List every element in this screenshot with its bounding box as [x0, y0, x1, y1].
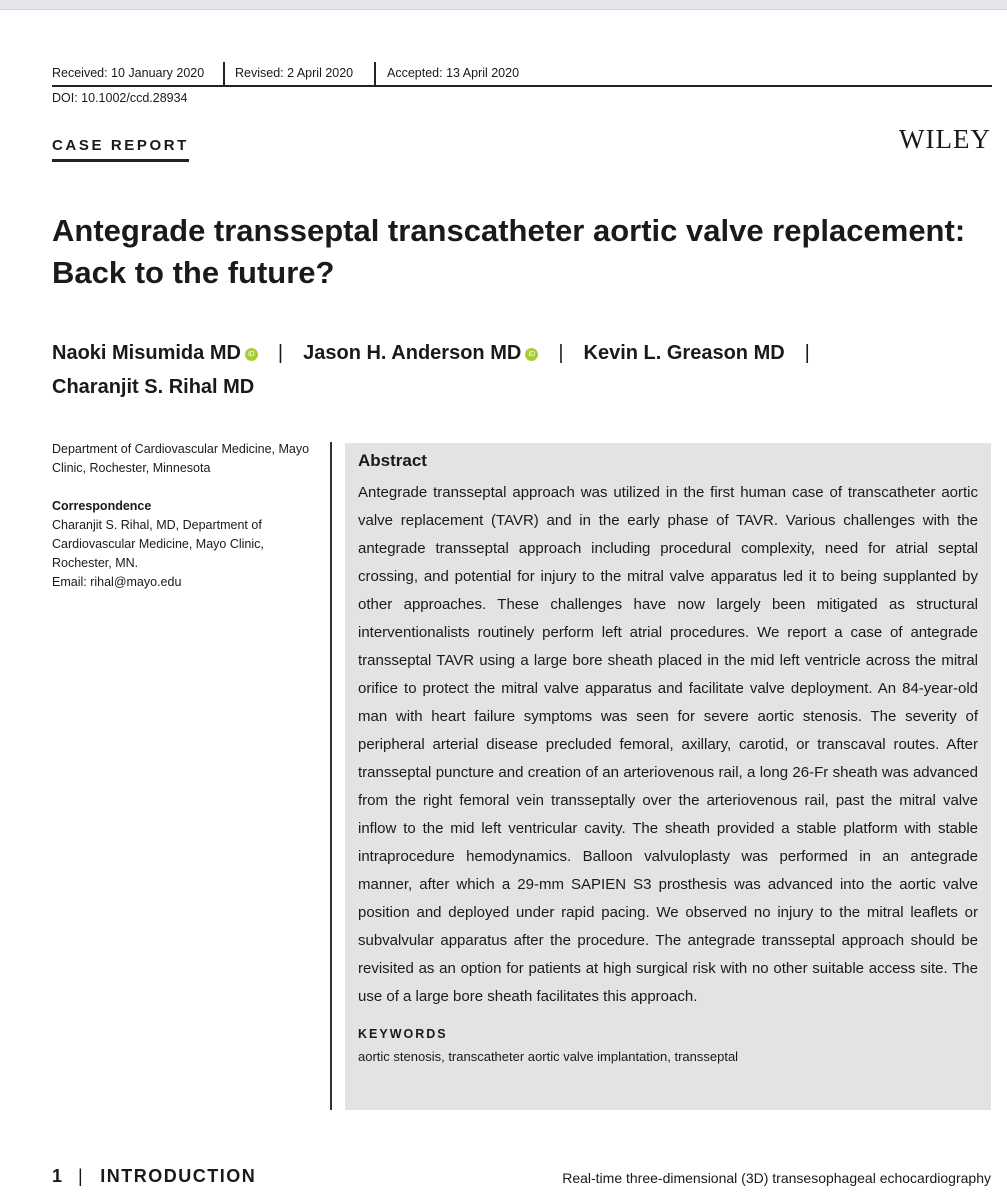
author-list [52, 336, 992, 404]
section-title: INTRODUCTION [100, 1166, 257, 1186]
keywords-title: KEYWORDS [358, 1027, 448, 1041]
title-line-1: Antegrade transseptal transcatheter aortic valve replacement: [52, 213, 966, 248]
heading-separator: | [78, 1166, 85, 1186]
orcid-icon[interactable]: iD [245, 348, 258, 361]
affiliation: Department of Cardiovascular Medicine, Mayo Clinic, Rochester, Minnesota [52, 442, 310, 475]
article-dates [52, 62, 992, 87]
correspondence-title: Correspondence [52, 499, 152, 513]
section-heading [52, 1166, 256, 1187]
author-name[interactable]: Charanjit S. Rihal MD [52, 376, 255, 398]
author-separator: | [277, 342, 284, 364]
affiliation-sidebar [52, 440, 322, 592]
abstract-text: Antegrade transseptal approach was utilized in the first human case of transcatheter aortic valve replacement (TAVR) and in the early phase of TAVR. Various challenges with the antegrade transseptal approach including procedural complexity, need for atrial septal crossing, and potential for injury to the mitral valve apparatus led it to being supplanted by other approaches. These challenges have now largely been mitigated as structural interventionalists routinely perform left atrial procedures. We report a case of antegrade transseptal TAVR using a large bore sheath placed in the mid left ventricle across the mitral orifice to protect the mitral valve apparatus and facilitate valve deployment. An 84-year-old man with heart failure symptoms was seen for severe aortic stenosis. The severity of peripheral arterial disease precluded femoral, axillary, carotid, or transcaval routes. After transseptal puncture and creation of an arteriovenous rail, a long 26-Fr sheath was advanced from the right femoral vein transseptally over the arteriovenous rail, past the mitral valve inflow to the mid left ventricular cavity. The sheath provided a stable platform with stable intraprocedure hemodynamics. Balloon valvuloplasty was performed in an antegrade manner, after which a 29-mm SAPIEN S3 prosthesis was advanced into the aortic valve position and deployed under rapid pacing. We observed no injury to the mitral leaflets or subvalvular apparatus after the procedure. The antegrade transseptal approach should be revisited as an option for patients at high surgical risk with no other suitable access site. The use of a large bore sheath facilitates this approach. [358, 484, 978, 1005]
author-separator: | [558, 342, 564, 364]
correspondence-email[interactable]: Email: rihal@mayo.edu [52, 575, 182, 589]
section-label: CASE REPORT [52, 137, 189, 162]
correspondence-body: Charanjit S. Rihal, MD, Department of Cardiovascular Medicine, Mayo Clinic, Rochester, MN. [52, 518, 264, 570]
title-line-2: Back to the future? [52, 255, 335, 290]
date-separator [223, 62, 225, 85]
received-date: Received: 10 January 2020 [52, 66, 205, 80]
revised-date: Revised: 2 April 2020 [235, 66, 354, 80]
orcid-icon[interactable]: iD [525, 348, 538, 361]
abstract-box [345, 443, 991, 1110]
keywords: aortic stenosis, transcatheter aortic valve implantation, transseptal [358, 1049, 739, 1064]
doi: DOI: 10.1002/ccd.28934 [52, 91, 188, 105]
publisher-logo: WILEY [899, 124, 991, 154]
section-number: 1 [52, 1166, 63, 1186]
accepted-date: Accepted: 13 April 2020 [387, 66, 520, 80]
author-name[interactable]: Naoki Misumida MD [52, 342, 241, 364]
abstract-title: Abstract [358, 451, 427, 470]
sidebar-divider [330, 442, 332, 1110]
author-name[interactable]: Kevin L. Greason MD [583, 342, 785, 364]
author-separator: | [804, 342, 810, 364]
author-name[interactable]: Jason H. Anderson MD [303, 342, 522, 364]
top-bar [0, 0, 1007, 10]
date-separator [374, 62, 376, 85]
right-column-text: Real-time three-dimensional (3D) transesophageal echocardiography [562, 1170, 991, 1186]
article-title [52, 210, 992, 294]
